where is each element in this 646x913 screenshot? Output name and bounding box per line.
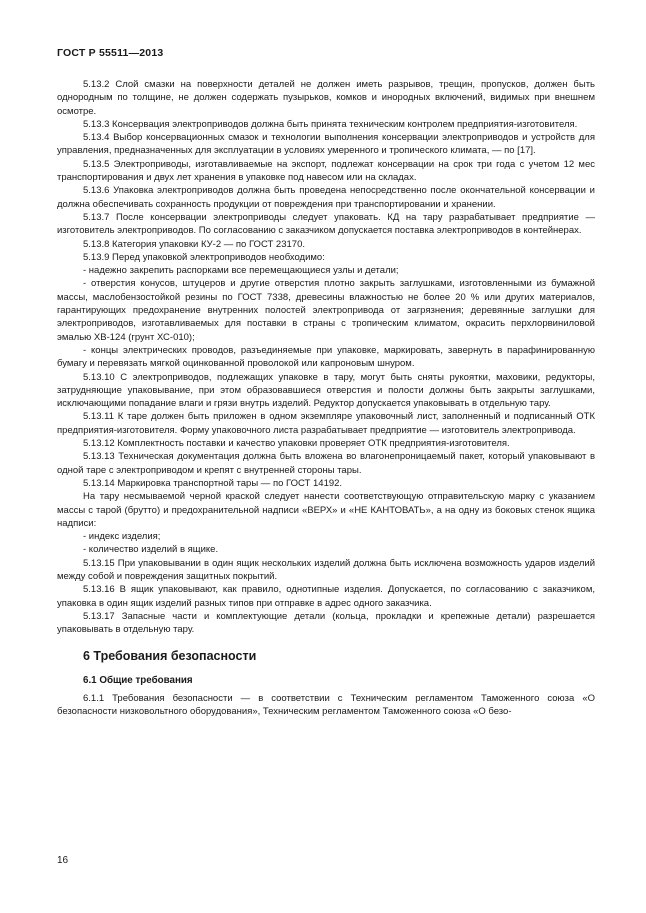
list-item-quantity: - количество изделий в ящике. [83, 544, 219, 556]
list-item-wires: - концы электрических проводов, разъединяемые при упаковке, маркировать, завернуть в парафинированную бумагу и перевязать мягкой оцинкованной проволокой или капроновым шнуром. [57, 344, 595, 370]
paragraph-5-13-4: 5.13.4 Выбор консервационных смазок и технологии выполнения консервации электроприводов и устройств для управления, предназначенных для эксплуатации в условиях умеренного и тропического климата, — по [17]. [57, 132, 595, 157]
paragraph-5-13-12: 5.13.12 Комплектность поставки и качество упаковки проверяет ОТК предприятия-изготовителя. [83, 438, 510, 450]
list-item-fasten: - надежно закрепить распорками все перемещающиеся узлы и детали; [83, 265, 399, 277]
paragraph-marking: На тару несмываемой черной краской следует нанести соответствующую отправительскую марку с указанием массы с тарой (брутто) и предохранительной надписи «ВЕРХ» и «НЕ КАНТОВАТЬ», а на одну из боковых стенок ящика надписи: [57, 491, 595, 529]
paragraph-5-13-3: 5.13.3 Консервация электроприводов должна быть принята техническим контролем предприятия-изготовителя. [83, 118, 578, 130]
paragraph-5-13-13: 5.13.13 Техническая документация должна быть вложена во влагонепроницаемый пакет, который упаковывают в одной таре с электроприводом и крепят с внутренней стороны тары. [57, 451, 595, 476]
paragraph-5-13-14: 5.13.14 Маркировка транспортной тары — по ГОСТ 14192. [83, 477, 343, 489]
paragraph-5-13-2: 5.13.2 Слой смазки на поверхности деталей не должен иметь разрывов, трещин, пропусков, должен быть однородным по толщине, не должен содержать пузырьков, комков и инородных включений, видимых при внешнем осмотре. [57, 79, 595, 117]
paragraph-5-13-16: 5.13.16 В ящик упаковывают, как правило, однотипные изделия. Допускается, по согласованию с заказчиком, упаковка в один ящик изделий разных типов при отправке в адрес одного заказчика. [57, 584, 595, 609]
page-content [57, 78, 595, 718]
list-item-plugs: - отверстия конусов, штуцеров и другие отверстия плотно закрыть заглушками, изготовленными из бумажной массы, маслобензостойкой резины по ГОСТ 7338, древесины влажностью не более 20 % или других материалов, гарантирующих предохранение внутренних полостей электропривода от загрязнения; деревянные заглушки для электроприводов, изготавливаемых для поставки в страны с тропическим климатом, окрасить перхлорвиниловой эмалью ХВ-124 (грунт ХС-010); [57, 278, 595, 343]
list-item-index: - индекс изделия; [83, 531, 161, 543]
paragraph-5-13-15: 5.13.15 При упаковывании в один ящик нескольких изделий должна быть исключена возможность ударов изделий между собой и повреждения защитных покрытий. [57, 557, 595, 582]
paragraph-5-13-6: 5.13.6 Упаковка электроприводов должна быть проведена непосредственно после окончательной консервации и должна обеспечивать сохранность продукции от повреждения при транспортировании и хранении. [57, 185, 595, 210]
paragraph-5-13-7: 5.13.7 После консервации электроприводы следует упаковать. КД на тару разрабатывает предприятие — изготовитель электроприводов. По согласованию с заказчиком допускается поставка электроприводов в контейнерах. [57, 211, 595, 237]
paragraph-5-13-5: 5.13.5 Электроприводы, изготавливаемые на экспорт, подлежат консервации на срок три года с учетом 12 мес транспортирования и двух лет хранения в упаковке под навесом или на складах. [57, 158, 595, 184]
page-number: 16 [57, 855, 69, 866]
paragraph-5-13-11: 5.13.11 К таре должен быть приложен в одном экземпляре упаковочный лист, заполненный и подписанный ОТК предприятия-изготовителя. Форму упаковочного листа разрабатывает предприятие — изготовитель электропривода. [57, 411, 595, 436]
paragraph-5-13-17: 5.13.17 Запасные части и комплектующие детали (кольца, прокладки и крепежные детали) разрешается упаковывать в отдельную тару. [57, 610, 595, 636]
paragraph-5-13-10: 5.13.10 С электроприводов, подлежащих упаковке в тару, могут быть сняты рукоятки, маховики, редукторы, затрудняющие упаковывание, при этом образовавшиеся отверстия и полости должны быть закрыты заглушками, исключающими попадание влаги и грязи внутрь изделий. Редуктор допускается упаковывать в отдельную тару. [57, 371, 595, 410]
section-title: 6 Требования безопасности [83, 649, 257, 664]
paragraph-5-13-8: 5.13.8 Категория упаковки КУ-2 — по ГОСТ 23170. [83, 238, 305, 250]
standard-header: ГОСТ Р 55511—2013 [57, 47, 164, 59]
subsection-title: 6.1 Общие требования [83, 675, 193, 687]
paragraph-6-1-1: 6.1.1 Требования безопасности — в соответствии с Техническим регламентом Таможенного союза «О безопасности низковольтного оборудования», Техническим регламентом Таможенного союза «О безо- [57, 692, 595, 718]
paragraph-5-13-9: 5.13.9 Перед упаковкой электроприводов необходимо: [83, 251, 325, 263]
